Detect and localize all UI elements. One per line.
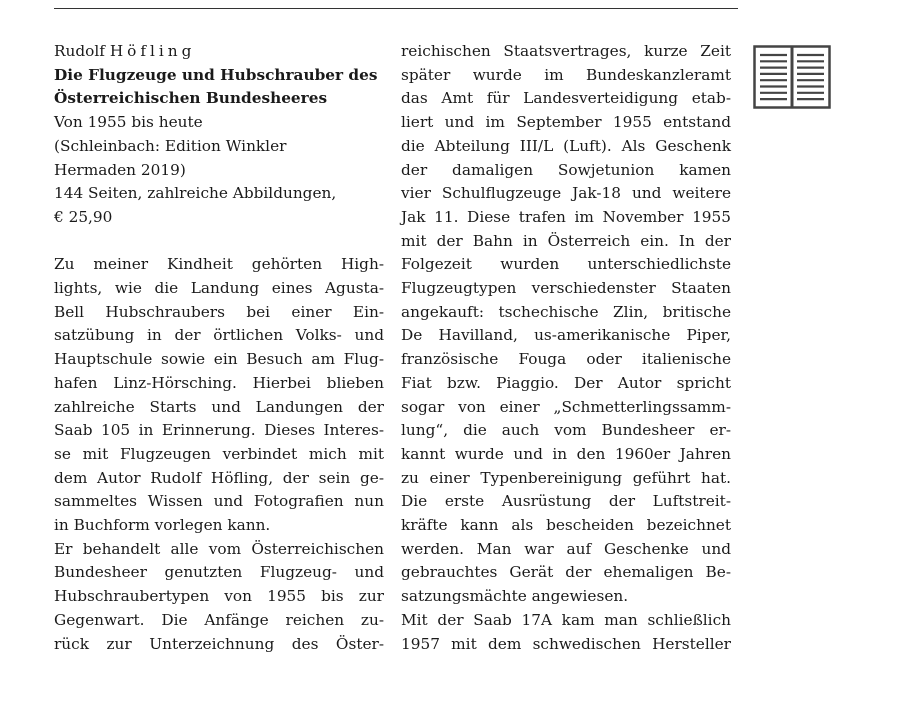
text-line: werden. Man war auf Geschenke und [401, 539, 731, 558]
text-line: Er behandelt alle vom Österreichischen [54, 539, 384, 558]
text-line: später wurde im Bundeskanzleramt [401, 65, 731, 84]
text-line: Hauptschule sowie ein Besuch am Flug- [54, 350, 384, 369]
book-meta-line: (Schleinbach: Edition Winkler [54, 136, 287, 155]
text-line: Jak 11. Diese trafen im November 1955 [401, 207, 731, 226]
book-meta-line: Von 1955 bis heute [54, 113, 203, 132]
text-line: Fiat bzw. Piaggio. Der Autor spricht [401, 373, 731, 392]
text-line: hafen Linz-Hörsching. Hierbei blieben [54, 373, 384, 392]
text-line: zahlreiche Starts und Landungen der [54, 397, 384, 416]
text-line: Hubschraubertypen von 1955 bis zur [54, 587, 384, 606]
text-line: se mit Flugzeugen verbindet mich mit [54, 444, 384, 463]
text-line: Bundesheer genutzten Flugzeug- und [54, 563, 384, 582]
text-line: Mit der Saab 17A kam man schließlich [401, 610, 731, 629]
book-title-line: Die Flugzeuge und Hubschrauber des [54, 65, 378, 84]
review-text-right [401, 40, 731, 656]
text-line: die Abteilung III/L (Luft). Als Geschenk [401, 136, 731, 155]
text-line: kannt wurde und in den 1960er Jahren [401, 444, 731, 463]
book-price: € 25,90 [54, 207, 113, 226]
text-line: Folgezeit wurden unterschiedlichste [401, 255, 731, 274]
right-column [401, 40, 731, 656]
text-line: der damaligen Sowjetunion kamen [401, 160, 731, 179]
text-line: rück zur Unterzeichnung des Öster- [54, 634, 384, 653]
book-title [54, 64, 384, 111]
text-line: gebrauchtes Gerät der ehemaligen Be- [401, 563, 731, 582]
top-rule [54, 8, 738, 9]
book-meta-line: Hermaden 2019) [54, 160, 186, 179]
text-line: in Buchform vorlegen kann. [54, 516, 271, 535]
open-book-icon [753, 45, 831, 109]
left-column [54, 40, 384, 656]
text-line: 1957 mit dem schwedischen Hersteller [401, 634, 731, 653]
text-line: satzungsmächte angewiesen. [401, 587, 629, 606]
text-line: Flugzeugtypen verschiedenster Staaten [401, 279, 731, 298]
text-line: kräfte kann als bescheiden bezeichnet [401, 516, 731, 535]
text-line: Die erste Ausrüstung der Luftstreit- [401, 492, 731, 511]
text-line: französische Fouga oder italienische [401, 350, 731, 369]
paragraph-gap [54, 230, 384, 254]
text-line: liert und im September 1955 entstand [401, 113, 731, 132]
book-meta-line: 144 Seiten, zahlreiche Abbildungen, [54, 184, 337, 203]
text-line: De Havilland, us-amerikanische Piper, [401, 326, 731, 345]
text-line: lights, wie die Landung eines Agusta- [54, 279, 384, 298]
review-text-left [54, 253, 384, 656]
text-line: sogar von einer „Schmetterlingssamm- [401, 397, 731, 416]
text-line: sammeltes Wissen und Fotografien nun [54, 492, 384, 511]
text-line: Bell Hubschraubers bei einer Ein- [54, 302, 384, 321]
text-line: das Amt für Landesverteidigung etab- [401, 89, 731, 108]
text-line: zu einer Typenbereinigung geführt hat. [401, 468, 731, 487]
text-line: lung“, die auch vom Bundesheer er- [401, 421, 731, 440]
author-last-name: Höfling [109, 42, 196, 60]
book-meta [54, 111, 384, 230]
text-line: satzübung in der örtlichen Volks- und [54, 326, 384, 345]
text-line: angekauft: tschechische Zlin, britische [401, 302, 731, 321]
text-line: reichischen Staatsvertrages, kurze Zeit [401, 42, 731, 60]
book-title-line: Österreichischen Bundesheeres [54, 89, 328, 108]
author-first-name: Rudolf [54, 42, 105, 60]
text-line: Saab 105 in Erinnerung. Dieses Interes- [54, 421, 384, 440]
book-author [54, 40, 384, 64]
text-line: vier Schulflugzeuge Jak-18 und weitere [401, 184, 731, 203]
text-line: Gegenwart. Die Anfänge reichen zu- [54, 610, 384, 629]
text-line: dem Autor Rudolf Höfling, der sein ge- [54, 468, 384, 487]
text-line: Zu meiner Kindheit gehörten High- [54, 255, 384, 274]
text-line: mit der Bahn in Österreich ein. In der [401, 231, 731, 250]
